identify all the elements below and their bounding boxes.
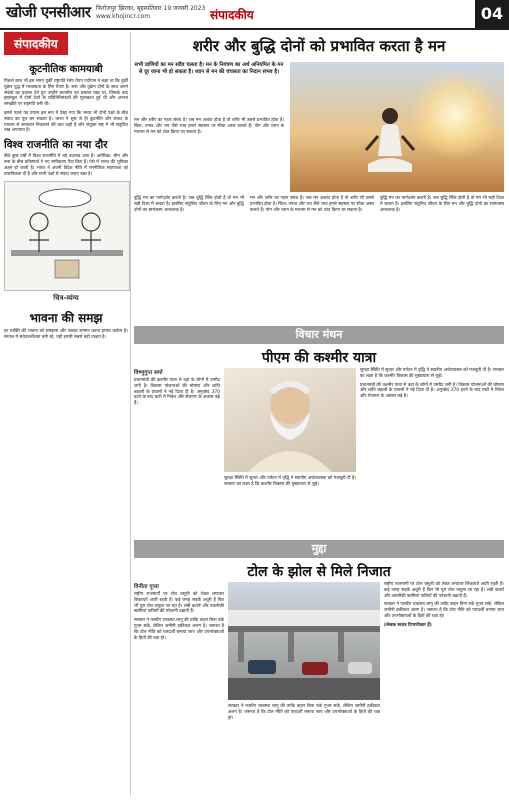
pm-photo (224, 368, 356, 472)
cartoon-article-body: हर व्यक्ति की भावना को समझना और उसका सम्मान करना हमारा कर्तव्य है। समाज में संवेदनशीलता बनी रहे, यही हमारी सबसे बड़ी ताकत है। (4, 329, 128, 341)
section-band-vichar-manthan: विचार मंथन (134, 326, 504, 344)
toll-article-footer: (लेखक स्वतंत्र टिप्पणीकार हैं) (384, 622, 432, 628)
page-number: 04 (475, 0, 509, 28)
toll-article-col-2 (228, 704, 380, 721)
date-text: फिरोजपुर झिरका, बृहस्पतिवार 19 जनवरी 2023 (96, 5, 206, 12)
toll-article-author: विनीता गुप्ता (134, 584, 159, 590)
date-line (96, 5, 205, 21)
cartoon-article-headline: भावना की समझ (29, 311, 103, 326)
article-headline-pm-kashmir: पीएम की कश्मीर यात्रा (261, 350, 377, 366)
editorial-para-2: इससे पहले यह प्रयास इस रूप में देखा गया कि भारत भी दोनों पक्षों के बीच संवाद का पुल बन सकता है। भारत ने शुरू से ही कूटनीति और संवाद के माध्यम से समाधान निकालने की बात कही है और संयुक्त राष्ट्र में भी संतुलित रुख अपनाया है। (4, 110, 128, 134)
main-body-col-4 (380, 196, 504, 213)
column-divider (130, 32, 131, 796)
newspaper-logo: खोजी एनसीआर (6, 3, 91, 21)
editorial-para-1: पिछले साल भी इस समय तुर्की राष्ट्रपति रेचेप तैयप एर्दोगान ने कहा था कि तुर्की यूक्रेन युद्ध में मध्यस्थता के लिए तैयार है। रूस और यूक्रेन दोनों के साथ अपने संबंधों का हवाला देते हुए उन्होंने बातचीत का प्रस्ताव रखा था, जिसके बाद इस्तांबुल में दोनों देशों के प्रतिनिधिमंडलों की मुलाकात हुई थी और अनाज समझौते पर सहमति बनी थी। (4, 79, 128, 108)
section-title: संपादकीय (210, 8, 254, 22)
toll-article-body-5: सरकार ने फास्टैग व्यवस्था लागू की ताकि वाहन बिना रुके गुजर सकें, लेकिन जमीनी हकीकत अलग है। जरूरत है कि टोल नीति को पारदर्शी बनाया जाए और उपभोक्ताओं के हितों की रक्षा हो। (228, 704, 380, 721)
left-column (4, 32, 128, 796)
article-headline-world-politics: विश्व राजनीति का नया दौर (4, 139, 108, 152)
main-body-para-4: बुद्धि मन का मार्गदर्शन करती है। जब बुद्धि स्थिर होती है तो मन भी सही दिशा में चलता है। इसलिए संतुलित जीवन के लिए मन और बुद्धि दोनों का सामंजस्य आवश्यक है। (380, 196, 504, 213)
website-text: www.khojincr.com (96, 13, 151, 20)
editorial-label: संपादकीय (4, 32, 68, 55)
toll-article-body-4: सरकार ने फास्टैग व्यवस्था लागू की ताकि वाहन बिना रुके गुजर सकें, लेकिन जमीनी हकीकत अलग है। जरूरत है कि टोल नीति को पारदर्शी बनाया जाए और उपभोक्ताओं के हितों की रक्षा हो। (384, 602, 504, 619)
pull-quote-text: सभी प्राणियों का मन सदैव चलता है। मन के नियंत्रण का अर्थ अनियमित के मन से दूर जाना भी हो सकता है। ध्यान से मन की चंचलता का निदान संभव है। (134, 62, 284, 75)
pull-quote (134, 62, 284, 112)
main-headline: शरीर और बुद्धि दोनों को प्रभावित करता है मन (192, 37, 446, 55)
toll-article-col-1 (134, 582, 224, 641)
main-body-col-1 (134, 118, 284, 135)
toll-plaza-icon (228, 582, 380, 700)
cartoon-drawing (5, 182, 129, 290)
meditation-photo (290, 62, 504, 192)
page-header (0, 0, 509, 30)
pm-article-col-3 (360, 368, 504, 400)
pm-portrait-icon (224, 368, 356, 472)
world-politics-body: बीते कुछ वर्षों में विश्व राजनीति में बड़े बदलाव आए हैं। अमेरिका, चीन और रूस के बीच प्रतिस्पर्धा ने नए समीकरण पैदा किए हैं। ऐसे में भारत की भूमिका अहम हो जाती है। भारत ने अपनी विदेश नीति में रणनीतिक स्वायत्तता को प्राथमिकता दी है और सभी पक्षों से संवाद बनाए रखा है। (4, 154, 128, 177)
pm-article-col-2 (224, 476, 356, 488)
main-body-col-3 (250, 196, 374, 213)
meditating-person-icon (360, 102, 420, 182)
toll-article-body-1: राष्ट्रीय राजमार्गों पर टोल वसूली को लेकर लगातार शिकायतें आती रहती हैं। कई जगह सड़कें अधूरी हैं फिर भी पूरा टोल वसूला जा रहा है। लंबी कतारें और तकनीकी खामियां यात्रियों की परेशानी बढ़ाती हैं। (134, 592, 224, 615)
toll-plaza-photo (228, 582, 380, 700)
sun-glow-icon (410, 70, 500, 160)
main-body-col-2 (134, 196, 244, 213)
pm-article-body-3: प्रधानमंत्री की कश्मीर यात्रा से वहां के लोगों में उम्मीद जगी है। विकास योजनाओं की घोषणा और शांति बहाली के प्रयासों ने नई दिशा दी है। अनुच्छेद 370 हटने के बाद घाटी में निवेश और रोजगार के अवसर बढ़े हैं। (360, 382, 504, 400)
main-body-para-1: मन और शरीर का गहरा संबंध है। जब मन अशांत होता है तो शरीर भी उससे प्रभावित होता है। चिंता, तनाव और भय जैसे भाव हमारे स्वास्थ्य पर सीधा असर डालते हैं। योग और ध्यान के माध्यम से मन को शांत किया जा सकता है। (134, 118, 284, 135)
section-band-mudda: मुद्दा (134, 540, 504, 558)
cartoon-label: चित्र-व्यंग्य (53, 294, 79, 303)
toll-article-col-3 (384, 582, 504, 629)
pm-article-body-4: सुरक्षा स्थिति में सुधार और पर्यटन में वृद्धि ने स्थानीय अर्थव्यवस्था को मजबूती दी है। सरकार का लक्ष्य है कि कश्मीर विकास की मुख्यधारा से जुड़े। (224, 476, 356, 487)
editorial-headline: कूटनीतिक कामयाबी (29, 64, 103, 75)
article-headline-toll: टोल के झोल से मिले निजात (247, 564, 391, 580)
main-body-para-2: बुद्धि मन का मार्गदर्शन करती है। जब बुद्धि स्थिर होती है तो मन भी सही दिशा में चलता है। इसलिए संतुलित जीवन के लिए मन और बुद्धि दोनों का सामंजस्य आवश्यक है। (134, 196, 244, 213)
toll-article-body-3: राष्ट्रीय राजमार्गों पर टोल वसूली को लेकर लगातार शिकायतें आती रहती हैं। कई जगह सड़कें अधूरी हैं फिर भी पूरा टोल वसूला जा रहा है। लंबी कतारें और तकनीकी खामियां यात्रियों की परेशानी बढ़ाती हैं। (384, 582, 504, 599)
pm-article-body-1: प्रधानमंत्री की कश्मीर यात्रा से वहां के लोगों में उम्मीद जगी है। विकास योजनाओं की घोषणा और शांति बहाली के प्रयासों ने नई दिशा दी है। अनुच्छेद 370 हटने के बाद घाटी में निवेश और रोजगार के अवसर बढ़े हैं। (134, 378, 220, 407)
cartoon-image (4, 181, 130, 291)
pm-article-body-2: सुरक्षा स्थिति में सुधार और पर्यटन में वृद्धि ने स्थानीय अर्थव्यवस्था को मजबूती दी है। सरकार का लक्ष्य है कि कश्मीर विकास की मुख्यधारा से जुड़े। (360, 368, 504, 379)
pm-article-col-1 (134, 368, 220, 407)
pm-article-author: विष्णुगुप्त शर्मा (134, 370, 163, 376)
main-body-para-3: मन और शरीर का गहरा संबंध है। जब मन अशांत होता है तो शरीर भी उससे प्रभावित होता है। चिंता, तनाव और भय जैसे भाव हमारे स्वास्थ्य पर सीधा असर डालते हैं। योग और ध्यान के माध्यम से मन को शांत किया जा सकता है। (250, 196, 374, 213)
toll-article-body-2: सरकार ने फास्टैग व्यवस्था लागू की ताकि वाहन बिना रुके गुजर सकें, लेकिन जमीनी हकीकत अलग है। जरूरत है कि टोल नीति को पारदर्शी बनाया जाए और उपभोक्ताओं के हितों की रक्षा हो। (134, 618, 224, 641)
